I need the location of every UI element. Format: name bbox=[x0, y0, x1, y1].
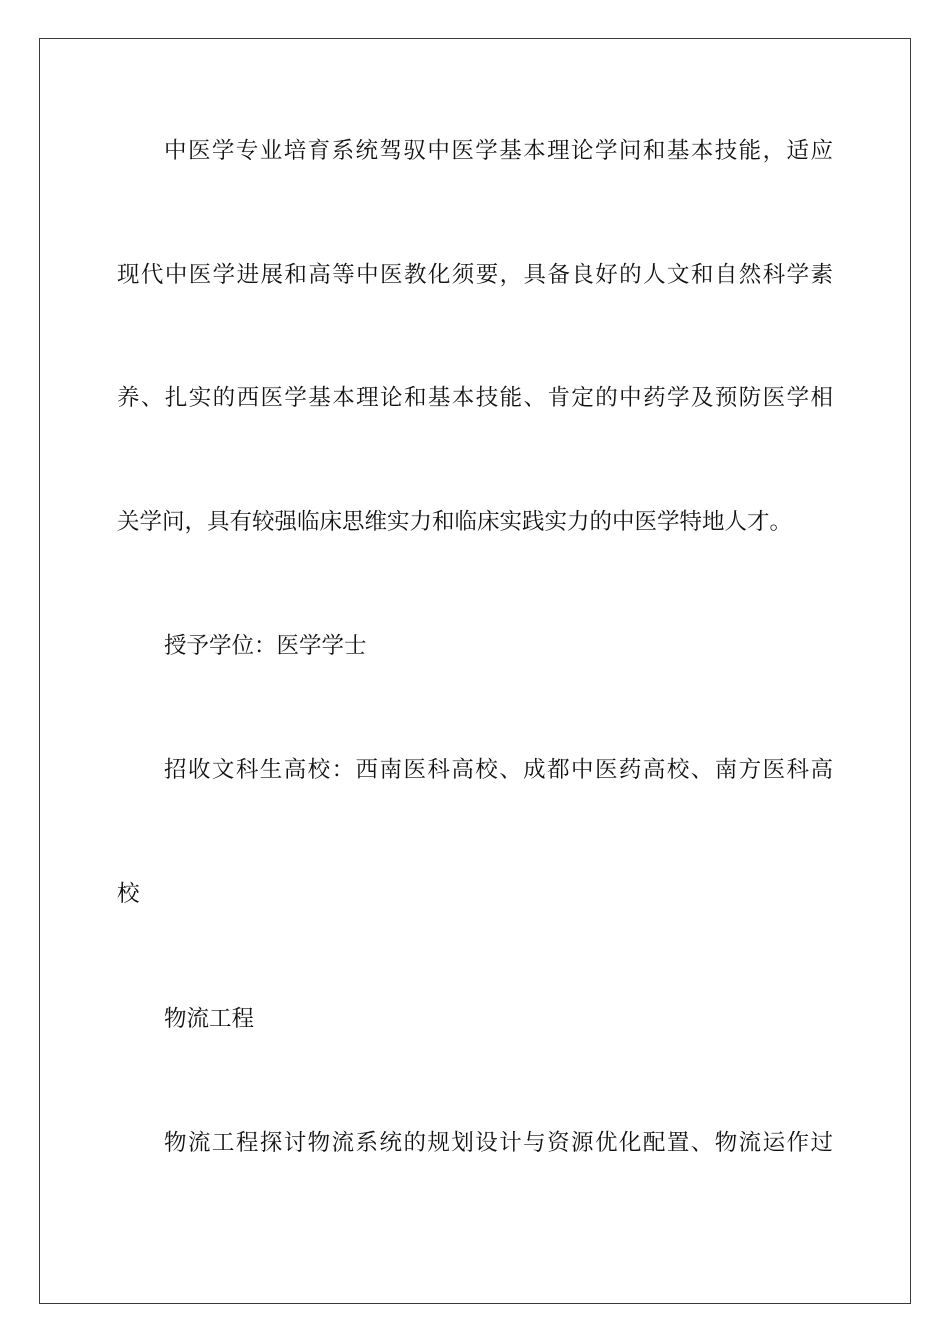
paragraph-line-1: 中医学专业培育系统驾驭中医学基本理论学问和基本技能，适应 bbox=[164, 138, 833, 164]
paragraph-line-2: 现代中医学进展和高等中医教化须要，具备良好的人文和自然科学素 bbox=[117, 262, 833, 288]
logistics-paragraph-line-1: 物流工程探讨物流系统的规划设计与资源优化配置、物流运作过 bbox=[164, 1130, 833, 1156]
page-frame bbox=[39, 38, 911, 1304]
paragraph-line-3: 养、扎实的西医学基本理论和基本技能、肯定的中药学及预防医学相 bbox=[117, 385, 833, 411]
section-heading-logistics: 物流工程 bbox=[164, 1006, 255, 1032]
paragraph-line-4: 关学问，具有较强临床思维实力和临床实践实力的中医学特地人才。 bbox=[117, 509, 793, 535]
universities-line-1: 招收文科生高校：西南医科高校、成都中医药高校、南方医科高 bbox=[164, 757, 833, 783]
universities-line-2: 校 bbox=[117, 881, 140, 907]
degree-line: 授予学位：医学学士 bbox=[164, 633, 367, 659]
